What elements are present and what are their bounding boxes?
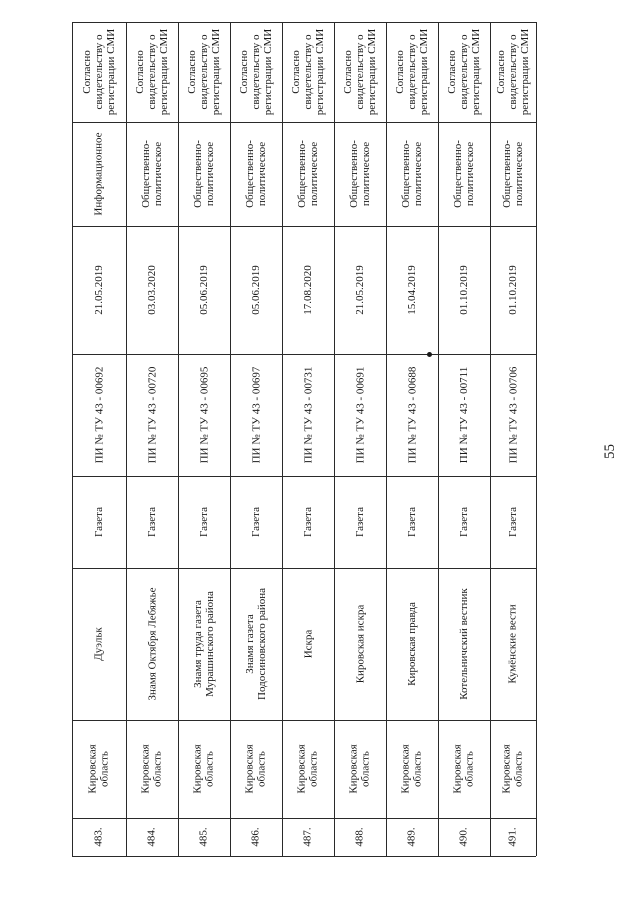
reg-number-cell bbox=[282, 354, 334, 476]
reg-number-cell-text: ПИ № ТУ 43 - 00706 bbox=[507, 366, 519, 464]
region-cell bbox=[490, 720, 536, 818]
date-cell bbox=[72, 226, 126, 354]
reg-number-cell bbox=[178, 354, 230, 476]
row-number-cell-text: 489. bbox=[406, 827, 418, 847]
region-cell bbox=[230, 720, 282, 818]
form-cell bbox=[126, 476, 178, 568]
reg-number-cell-text: ПИ № ТУ 43 - 00688 bbox=[406, 366, 418, 464]
reg-number-cell bbox=[334, 354, 386, 476]
row-number-cell bbox=[178, 818, 230, 856]
form-cell bbox=[438, 476, 490, 568]
name-cell-text: Дуэльк bbox=[92, 627, 105, 661]
note-cell bbox=[386, 22, 438, 122]
date-cell bbox=[438, 226, 490, 354]
region-cell-text: Кировская область bbox=[295, 744, 320, 794]
date-cell-text: 17.08.2020 bbox=[302, 265, 314, 315]
name-cell-text: Знамя Октября Лебяжье bbox=[146, 587, 159, 701]
spec-cell bbox=[438, 122, 490, 226]
name-cell bbox=[126, 568, 178, 720]
spec-cell bbox=[386, 122, 438, 226]
spec-cell bbox=[126, 122, 178, 226]
date-cell-text: 01.10.2019 bbox=[507, 265, 519, 315]
row-number-cell bbox=[72, 818, 126, 856]
form-cell-text: Газета bbox=[507, 506, 519, 538]
spec-cell bbox=[490, 122, 536, 226]
reg-number-cell bbox=[126, 354, 178, 476]
row-number-cell bbox=[490, 818, 536, 856]
region-cell-text: Кировская область bbox=[243, 744, 268, 794]
note-cell bbox=[282, 22, 334, 122]
form-cell bbox=[334, 476, 386, 568]
note-cell-text: Согласно свидетельству о регистрации СМИ bbox=[495, 28, 531, 116]
region-cell bbox=[178, 720, 230, 818]
note-cell bbox=[490, 22, 536, 122]
form-cell-text: Газета bbox=[146, 506, 158, 538]
date-cell-text: 03.03.2020 bbox=[146, 265, 158, 315]
reg-number-cell bbox=[438, 354, 490, 476]
name-cell bbox=[230, 568, 282, 720]
form-cell-text: Газета bbox=[302, 506, 314, 538]
note-cell-text: Согласно свидетельству о регистрации СМИ bbox=[238, 28, 274, 116]
spec-cell-text: Общественно- политическое bbox=[501, 140, 525, 208]
form-cell-text: Газета bbox=[250, 506, 262, 538]
date-cell-text: 05.06.2019 bbox=[250, 265, 262, 315]
name-cell bbox=[178, 568, 230, 720]
name-cell-text: Котельничский вестник bbox=[458, 588, 470, 700]
table-grid-line bbox=[536, 22, 537, 856]
date-cell-text: 21.05.2019 bbox=[354, 265, 366, 315]
region-cell-text: Кировская область bbox=[139, 744, 164, 794]
note-cell-text: Согласно свидетельству о регистрации СМИ bbox=[81, 28, 117, 116]
name-cell bbox=[282, 568, 334, 720]
date-cell bbox=[126, 226, 178, 354]
spec-cell bbox=[334, 122, 386, 226]
reg-number-cell bbox=[72, 354, 126, 476]
date-cell bbox=[282, 226, 334, 354]
region-cell bbox=[386, 720, 438, 818]
note-cell bbox=[438, 22, 490, 122]
note-cell bbox=[178, 22, 230, 122]
form-cell bbox=[230, 476, 282, 568]
date-cell-text: 15.04.2019 bbox=[406, 265, 418, 315]
spec-cell bbox=[230, 122, 282, 226]
note-cell bbox=[72, 22, 126, 122]
row-number-cell-text: 486. bbox=[250, 827, 262, 847]
row-number-cell-text: 484. bbox=[146, 827, 158, 847]
region-cell bbox=[282, 720, 334, 818]
spec-cell-text: Общественно- политическое bbox=[192, 140, 216, 208]
date-cell-text: 21.05.2019 bbox=[93, 265, 105, 315]
row-number-cell bbox=[126, 818, 178, 856]
form-cell-text: Газета bbox=[354, 506, 366, 538]
name-cell-text: Искра bbox=[302, 629, 314, 659]
reg-number-cell-text: ПИ № ТУ 43 - 00711 bbox=[458, 366, 470, 464]
region-cell bbox=[438, 720, 490, 818]
region-cell-text: Кировская область bbox=[191, 744, 216, 794]
name-cell-text: Кировская искра bbox=[354, 604, 367, 684]
page-number bbox=[600, 436, 620, 466]
form-cell bbox=[386, 476, 438, 568]
form-cell bbox=[282, 476, 334, 568]
row-number-cell bbox=[230, 818, 282, 856]
name-cell bbox=[72, 568, 126, 720]
region-cell bbox=[334, 720, 386, 818]
row-number-cell-text: 488. bbox=[354, 827, 366, 847]
name-cell-text: Знамя труда газета Мурашинского района bbox=[192, 591, 217, 697]
spec-cell-text: Общественно- политическое bbox=[348, 140, 372, 208]
date-cell bbox=[490, 226, 536, 354]
date-cell bbox=[334, 226, 386, 354]
note-cell-text: Согласно свидетельству о регистрации СМИ bbox=[394, 28, 430, 116]
ink-dot-mark bbox=[427, 352, 432, 357]
spec-cell-text: Общественно- политическое bbox=[296, 140, 320, 208]
name-cell bbox=[490, 568, 536, 720]
spec-cell-text: Общественно- политическое bbox=[452, 140, 476, 208]
spec-cell-text: Общественно- политическое bbox=[400, 140, 424, 208]
form-cell-text: Газета bbox=[93, 506, 105, 538]
reg-number-cell-text: ПИ № ТУ 43 - 00731 bbox=[302, 366, 314, 464]
reg-number-cell bbox=[230, 354, 282, 476]
reg-number-cell-text: ПИ № ТУ 43 - 00720 bbox=[146, 366, 158, 464]
spec-cell-text: Общественно- политическое bbox=[244, 140, 268, 208]
name-cell bbox=[438, 568, 490, 720]
date-cell bbox=[386, 226, 438, 354]
note-cell bbox=[230, 22, 282, 122]
form-cell-text: Газета bbox=[198, 506, 210, 538]
form-cell bbox=[178, 476, 230, 568]
region-cell-text: Кировская область bbox=[399, 744, 424, 794]
date-cell-text: 05.06.2019 bbox=[198, 265, 210, 315]
form-cell bbox=[490, 476, 536, 568]
name-cell bbox=[334, 568, 386, 720]
row-number-cell bbox=[282, 818, 334, 856]
region-cell-text: Кировская область bbox=[501, 744, 526, 794]
row-number-cell bbox=[386, 818, 438, 856]
region-cell-text: Кировская область bbox=[451, 744, 476, 794]
form-cell bbox=[72, 476, 126, 568]
name-cell bbox=[386, 568, 438, 720]
region-cell-text: Кировская область bbox=[86, 744, 111, 794]
note-cell-text: Согласно свидетельству о регистрации СМИ bbox=[446, 28, 482, 116]
form-cell-text: Газета bbox=[406, 506, 418, 538]
row-number-cell-text: 483. bbox=[93, 827, 105, 847]
row-number-cell bbox=[438, 818, 490, 856]
reg-number-cell bbox=[490, 354, 536, 476]
note-cell-text: Согласно свидетельству о регистрации СМИ bbox=[342, 28, 378, 116]
table-grid-line bbox=[72, 856, 536, 857]
name-cell-text: Знамя газета Подосиновского района bbox=[244, 588, 269, 700]
spec-cell bbox=[282, 122, 334, 226]
reg-number-cell-text: ПИ № ТУ 43 - 00691 bbox=[354, 366, 366, 464]
region-cell-text: Кировская область bbox=[347, 744, 372, 794]
form-cell-text: Газета bbox=[458, 506, 470, 538]
row-number-cell-text: 490. bbox=[458, 827, 470, 847]
row-number-cell bbox=[334, 818, 386, 856]
date-cell bbox=[230, 226, 282, 354]
date-cell-text: 01.10.2019 bbox=[458, 265, 470, 315]
name-cell-text: Кировская правда bbox=[406, 602, 418, 686]
reg-number-cell bbox=[386, 354, 438, 476]
page-number-text: 55 bbox=[601, 443, 618, 459]
row-number-cell-text: 487. bbox=[302, 827, 314, 847]
spec-cell bbox=[178, 122, 230, 226]
region-cell bbox=[126, 720, 178, 818]
spec-cell bbox=[72, 122, 126, 226]
reg-number-cell-text: ПИ № ТУ 43 - 00692 bbox=[93, 366, 105, 464]
spec-cell-text: Информационное bbox=[93, 132, 105, 216]
reg-number-cell-text: ПИ № ТУ 43 - 00697 bbox=[250, 366, 262, 464]
note-cell-text: Согласно свидетельству о регистрации СМИ bbox=[186, 28, 222, 116]
reg-number-cell-text: ПИ № ТУ 43 - 00695 bbox=[198, 366, 210, 464]
note-cell-text: Согласно свидетельству о регистрации СМИ bbox=[290, 28, 326, 116]
region-cell bbox=[72, 720, 126, 818]
row-number-cell-text: 485. bbox=[198, 827, 210, 847]
note-cell-text: Согласно свидетельству о регистрации СМИ bbox=[134, 28, 170, 116]
name-cell-text: Кумёнские вести bbox=[507, 604, 520, 684]
date-cell bbox=[178, 226, 230, 354]
spec-cell-text: Общественно- политическое bbox=[140, 140, 164, 208]
note-cell bbox=[334, 22, 386, 122]
note-cell bbox=[126, 22, 178, 122]
row-number-cell-text: 491. bbox=[507, 827, 519, 847]
